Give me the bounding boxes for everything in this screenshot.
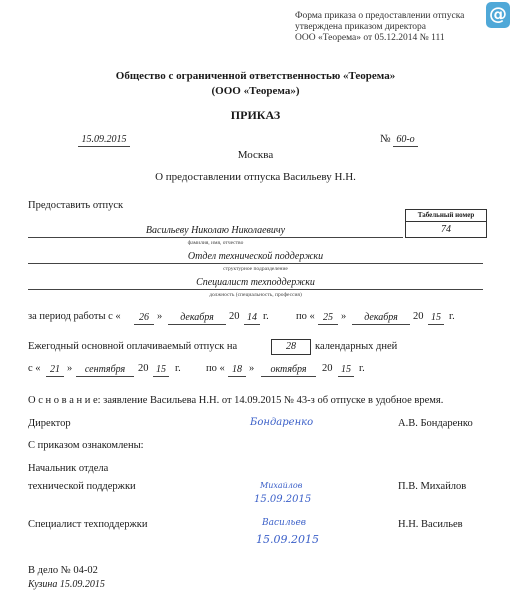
basis-label: О с н о в а н и е: [28, 395, 101, 406]
grant-leave-lead: Предоставить отпуск [28, 200, 124, 211]
work-to-day: 25 [318, 312, 338, 325]
leave-to-month: октября [261, 364, 316, 377]
tab-number-value: 74 [405, 221, 487, 238]
tab-number-header: Табельный номер [405, 209, 487, 222]
department-value: Отдел технической поддержки [28, 251, 483, 264]
work-from-year: 14 [244, 312, 260, 325]
director-name: А.В. Бондаренко [398, 418, 473, 429]
site-logo-icon: @ [486, 2, 510, 28]
employee-name: Васильеву Николаю Николаевичу [28, 225, 403, 238]
form-reference-line-3: ООО «Теорема» от 05.12.2014 № 111 [295, 33, 445, 43]
leave-days-label: календарных дней [315, 341, 398, 352]
form-reference-line-2: утверждена приказом директора [295, 22, 426, 32]
person2-name: Н.Н. Васильев [398, 519, 463, 530]
order-number-label: № [380, 133, 391, 145]
leave-from-day: 21 [46, 364, 64, 377]
year-prefix: 20 [229, 311, 240, 322]
position-caption: должность (специальность, профессия) [209, 292, 302, 298]
order-number: 60-о [393, 134, 418, 147]
form-reference-line-1: Форма приказа о предоставлении отпуска [295, 11, 465, 21]
leave-from-month: сентября [76, 364, 134, 377]
year-suffix: г. [359, 363, 365, 374]
work-to-year: 15 [428, 312, 444, 325]
quote-close: » [67, 363, 73, 374]
order-date: 15.09.2015 [78, 134, 130, 147]
organization-full-name: Общество с ограниченной ответственностью «Теорема» [115, 70, 396, 82]
organization-short-name: (ООО «Теорема») [211, 85, 300, 97]
year-prefix: 20 [138, 363, 149, 374]
year-suffix: г. [263, 311, 269, 322]
acquaintance-heading: С приказом ознакомлены: [28, 440, 144, 451]
work-from-month: декабря [168, 312, 226, 325]
work-to-label: по « [296, 311, 315, 322]
person2-title: Специалист техподдержки [28, 519, 148, 530]
person1-sign-date: 15.09.2015 [254, 494, 312, 505]
work-period-lead: за период работы с « [28, 311, 121, 322]
filing-note: В дело № 04-02 [28, 565, 98, 576]
year-suffix: г. [175, 363, 181, 374]
quote-close: » [157, 311, 163, 322]
person2-signature: Васильев [262, 518, 307, 528]
leave-days-count: 28 [271, 339, 311, 355]
leave-to-year: 15 [338, 364, 354, 377]
year-suffix: г. [449, 311, 455, 322]
leave-from-label: с « [28, 363, 41, 374]
employee-name-caption: фамилия, имя, отчество [187, 240, 244, 246]
leave-to-day: 18 [228, 364, 246, 377]
person1-title-line2: технической поддержки [28, 481, 136, 492]
leave-to-label: по « [206, 363, 225, 374]
work-to-month: декабря [352, 312, 410, 325]
order-city: Москва [237, 149, 274, 161]
quote-close: » [249, 363, 255, 374]
year-prefix: 20 [322, 363, 333, 374]
order-subject: О предоставлении отпуска Васильеву Н.Н. [155, 171, 356, 183]
position-value: Специалист техподдержки [28, 277, 483, 290]
basis-text: заявление Васильева Н.Н. от 14.09.2015 № 43-з об отпуске в удобное время. [103, 395, 444, 406]
person1-signature: Михайлов [260, 481, 303, 490]
work-from-day: 26 [134, 312, 154, 325]
leave-type-label: Ежегодный основной оплачиваемый отпуск на [28, 341, 238, 352]
director-signature: Бондаренко [250, 417, 314, 428]
filing-signature: Кузина 15.09.2015 [28, 579, 105, 590]
person2-sign-date: 15.09.2015 [256, 533, 319, 546]
basis-line [28, 395, 443, 406]
department-caption: структурное подразделение [223, 266, 288, 272]
quote-close: » [341, 311, 347, 322]
person1-name: П.В. Михайлов [398, 481, 467, 492]
leave-from-year: 15 [153, 364, 169, 377]
order-title: ПРИКАЗ [230, 108, 281, 122]
person1-title-line1: Начальник отдела [28, 463, 109, 474]
year-prefix: 20 [413, 311, 424, 322]
director-title: Директор [28, 418, 71, 429]
